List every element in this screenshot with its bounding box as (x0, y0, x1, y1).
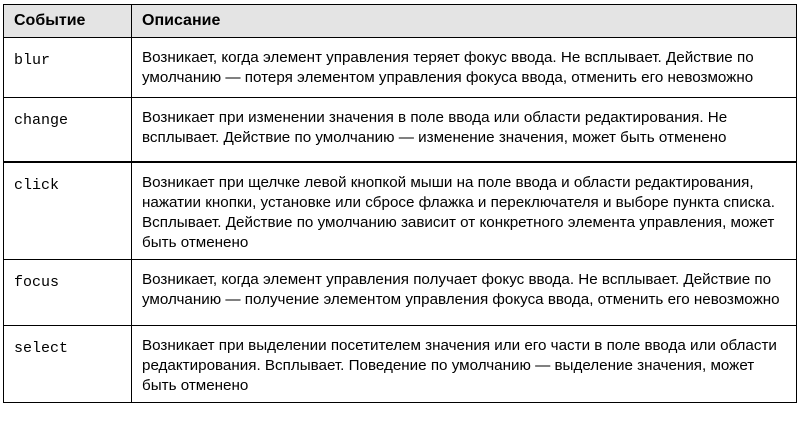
header-event: Событие (4, 5, 132, 38)
event-name: click (4, 162, 132, 260)
event-description: Возникает, когда элемент управления получает фокус ввода. Не всплывает. Действие по умолчанию — получение элементом управления фокуса ввода, отменить его невозможно (132, 260, 797, 326)
events-table (3, 4, 797, 403)
table-row (4, 38, 797, 98)
event-name: focus (4, 260, 132, 326)
table-row (4, 98, 797, 163)
table-header (4, 5, 797, 38)
table-row (4, 326, 797, 403)
event-name: blur (4, 38, 132, 98)
event-description: Возникает при изменении значения в поле ввода или области редактирования. Не всплывает. Действие по умолчанию — изменение значения, может быть отменено (132, 98, 797, 163)
table-row (4, 162, 797, 260)
table-row (4, 260, 797, 326)
event-description: Возникает при щелчке левой кнопкой мыши на поле ввода и области редактирования, нажатии кнопки, установке или сбросе флажка и переключателя и выборе пункта списка. Всплывает. Действие по умолчанию зависит от конкретного элемента управления, может быть отменено (132, 162, 797, 260)
header-row (4, 5, 797, 38)
event-description: Возникает, когда элемент управления теряет фокус ввода. Не всплывает. Действие по умолчанию — потеря элементом управления фокуса ввода, отменить его невозможно (132, 38, 797, 98)
event-name: change (4, 98, 132, 163)
table-body (4, 38, 797, 403)
event-description: Возникает при выделении посетителем значения или его части в поле ввода или области редактирования. Всплывает. Поведение по умолчанию — выделение значения, может быть отменено (132, 326, 797, 403)
event-name: select (4, 326, 132, 403)
header-description: Описание (132, 5, 797, 38)
